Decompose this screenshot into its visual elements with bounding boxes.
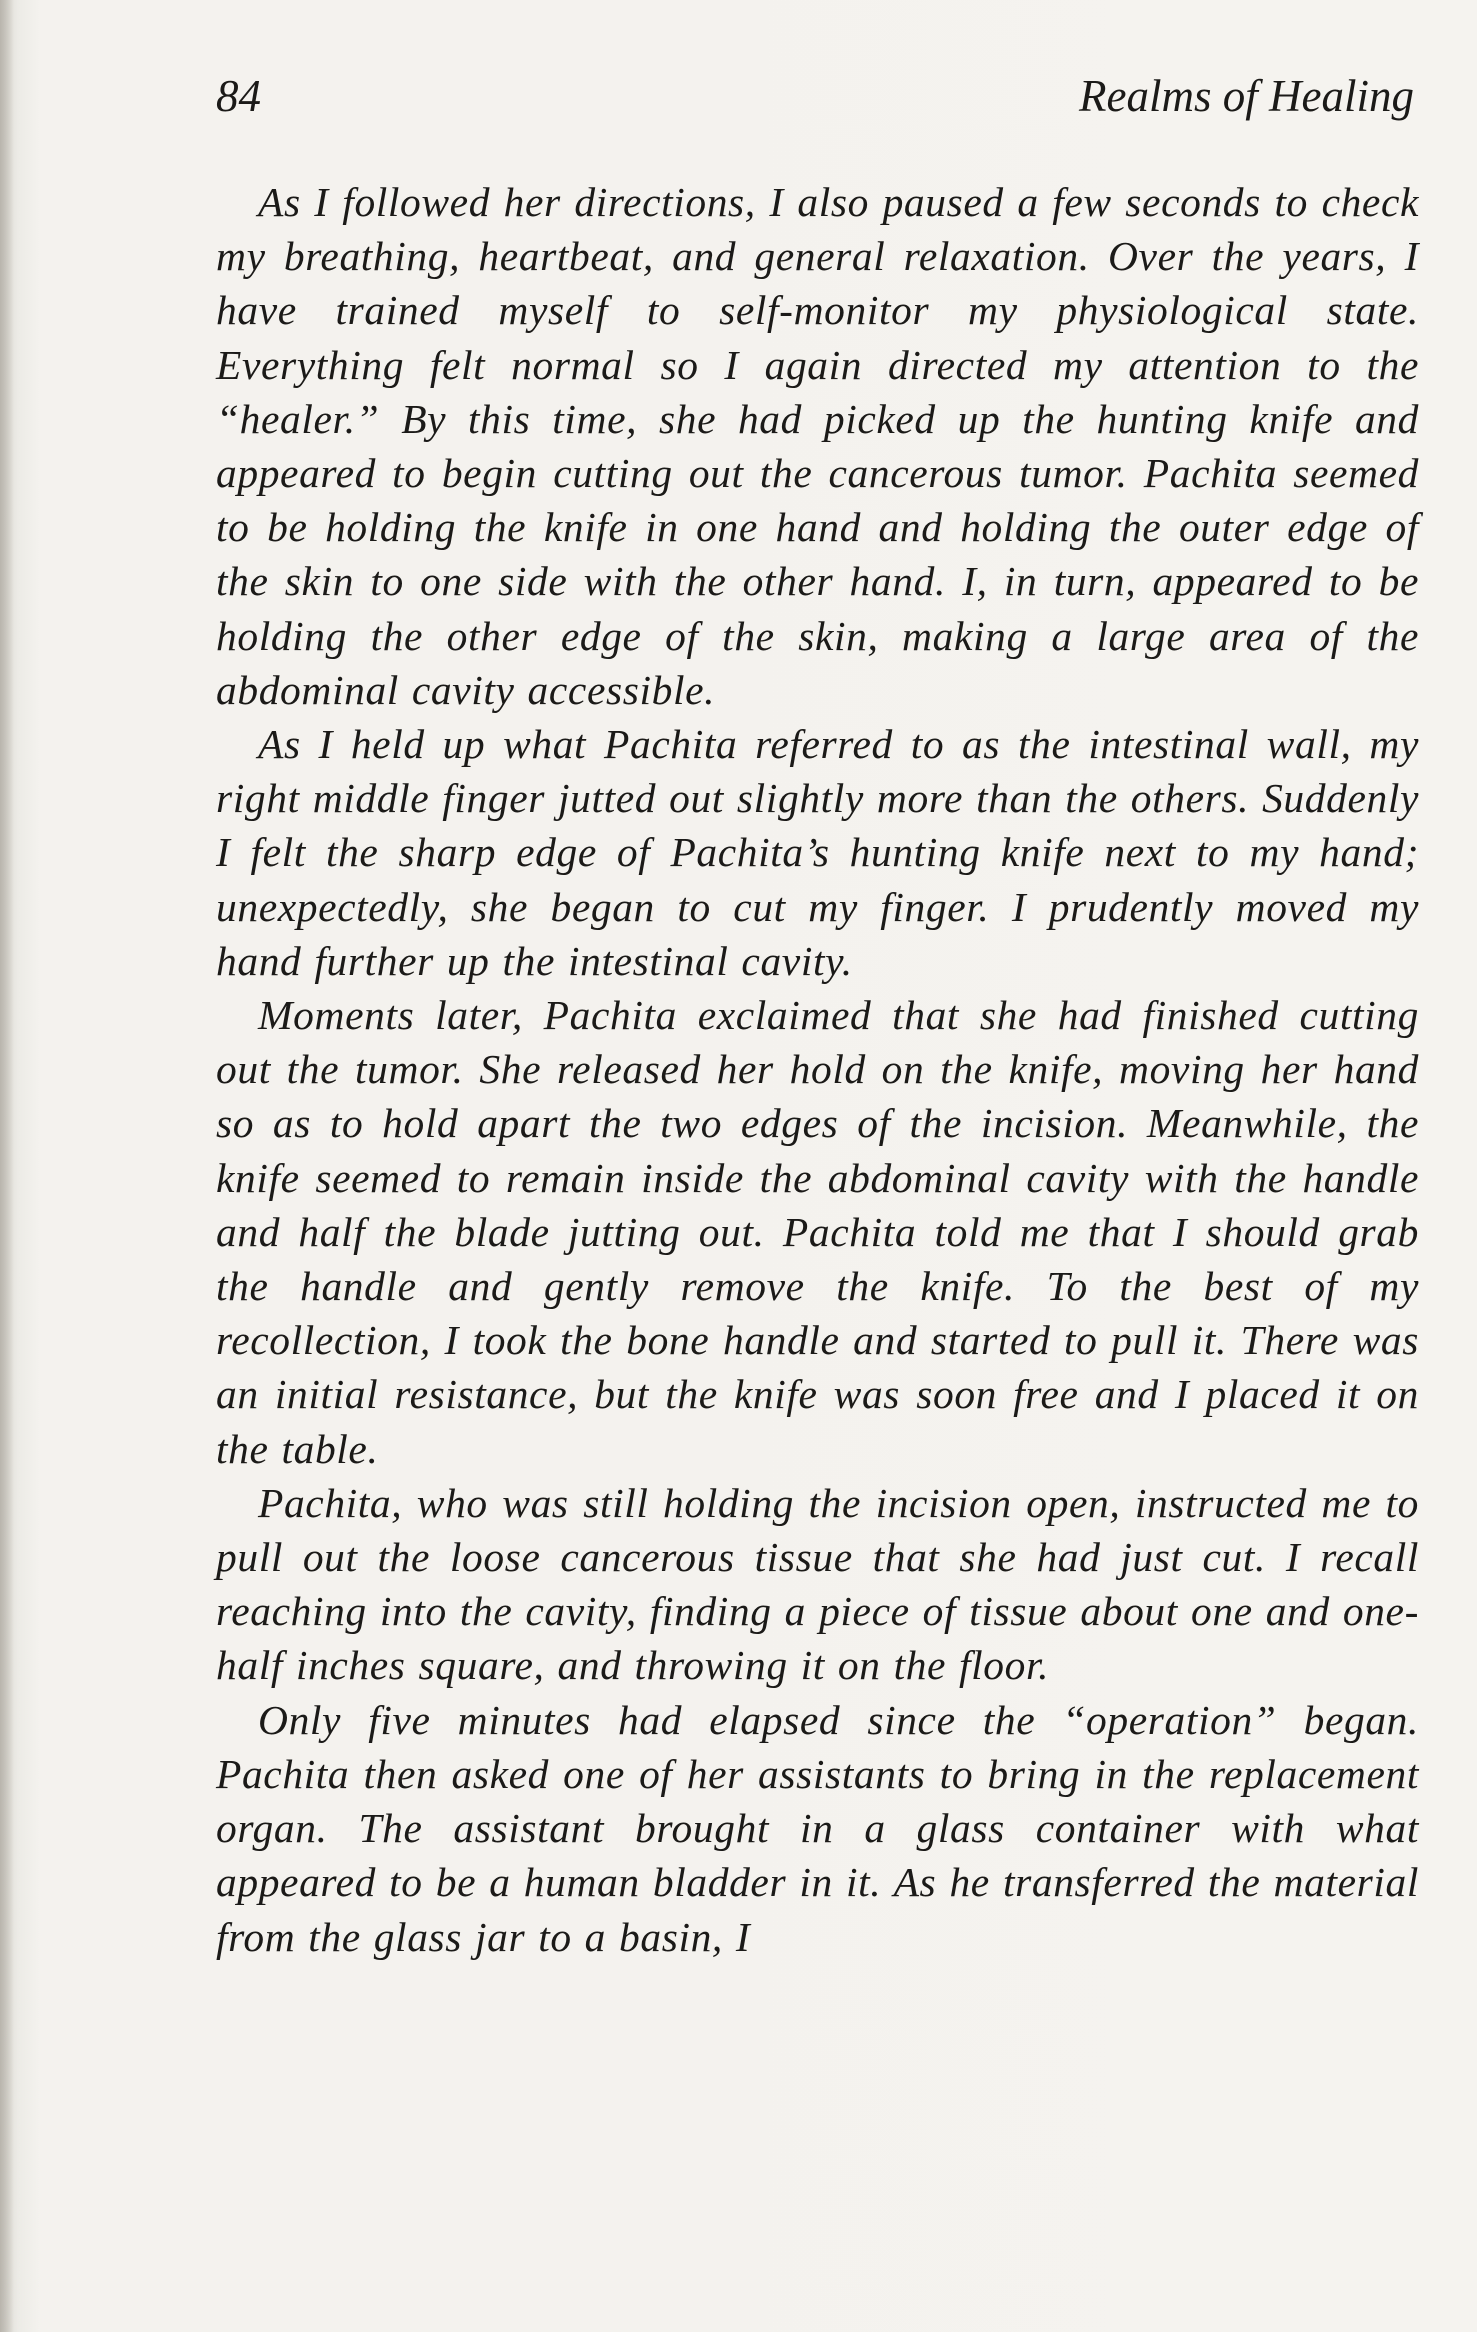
paragraph-2: As I held up what Pachita referred to as the intestinal wall, my right middle finger jutted out slightly more than the others. Suddenly I felt the sharp edge of Pachita’s hunting knife next to my hand; unexpectedly, she began to cut my finger. I prudently moved my hand further up the intestinal cavity. bbox=[216, 721, 1419, 984]
paragraph-5: Only five minutes had elapsed since the “operation” began. Pachita then asked one of her assistants to bring in the replacement organ. The assistant brought in a glass container with what appeared to be a human bladder in it. As he transferred the material from the glass jar to a basin, I bbox=[216, 1696, 1419, 1960]
page-header bbox=[216, 66, 1414, 126]
page-number: 84 bbox=[216, 71, 261, 121]
running-head: Realms of Healing bbox=[1079, 71, 1414, 121]
spine-shadow bbox=[0, 0, 14, 2332]
paragraph-4: Pachita, who was still holding the incision open, instructed me to pull out the loose cancerous tissue that she had just cut. I recall reaching into the cavity, finding a piece of tissue about one and one-half inches square, and throwing it on the floor. bbox=[216, 1479, 1419, 1689]
paragraph-1: As I followed her directions, I also paused a few seconds to check my breathing, heartbeat, and general relaxation. Over the years, I have trained myself to self-monitor my physiological state. Everything felt normal so I again directed my attention to the “healer.” By this time, she had picked up the hunting knife and appeared to begin cutting out the cancerous tumor. Pachita seemed to be holding the knife in one hand and holding the outer edge of the skin to one side with the other hand. I, in turn, appeared to be holding the other edge of the skin, making a large area of the abdominal cavity accessible. bbox=[216, 179, 1419, 713]
body-text bbox=[216, 175, 1419, 1964]
paragraph-3: Moments later, Pachita exclaimed that she had finished cutting out the tumor. She released her hold on the knife, moving her hand so as to hold apart the two edges of the incision. Meanwhile, the knife seemed to remain inside the abdominal cavity with the handle and half the blade jutting out. Pachita told me that I should grab the handle and gently remove the knife. To the best of my recollection, I took the bone handle and started to pull it. There was an initial resistance, but the knife was soon free and I placed it on the table. bbox=[216, 992, 1419, 1472]
